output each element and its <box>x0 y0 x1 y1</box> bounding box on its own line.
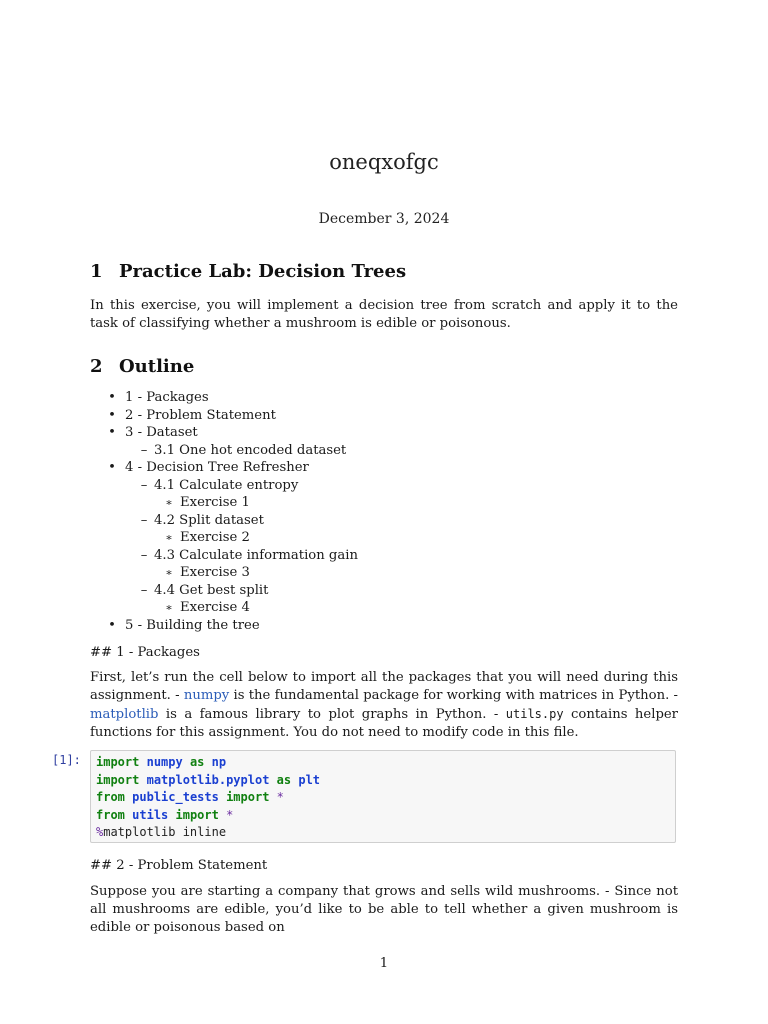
outline-item <box>90 407 678 425</box>
section-heading-1 <box>90 261 406 282</box>
keyword: as <box>276 772 292 787</box>
outline-item <box>90 389 678 407</box>
cell-execution-prompt: [1]: <box>52 753 81 767</box>
asterisk-marker: ∗ <box>165 531 173 544</box>
star-operator: * <box>226 807 234 822</box>
module-name: public_tests <box>132 790 219 804</box>
outline-item-text: 3.1 One hot encoded dataset <box>154 442 347 458</box>
bullet-marker: • <box>108 425 116 440</box>
outline-item <box>90 599 678 617</box>
text-run: is the fundamental package for working with matrices in Python. - <box>229 688 678 703</box>
outline-item-text: 4.4 Get best split <box>154 582 269 598</box>
matplotlib-link[interactable]: matplotlib <box>90 707 159 722</box>
outline-item <box>90 564 678 582</box>
outline-item-text: Exercise 3 <box>180 565 250 580</box>
magic-percent: % <box>96 825 104 839</box>
bullet-marker: • <box>108 617 116 633</box>
module-name: utils <box>132 807 169 822</box>
outline-list <box>90 389 678 634</box>
keyword: from <box>96 807 125 822</box>
star-operator: * <box>276 790 284 804</box>
outline-item-text: 4 - Decision Tree Refresher <box>125 460 309 475</box>
dash-marker: – <box>140 547 148 563</box>
module-alias: np <box>211 755 227 769</box>
section-heading-2 <box>90 356 194 377</box>
asterisk-marker: ∗ <box>165 566 173 579</box>
magic-command: matplotlib inline <box>103 825 227 839</box>
packages-paragraph <box>90 669 678 742</box>
outline-item-text: Exercise 4 <box>180 600 250 615</box>
asterisk-marker: ∗ <box>165 496 173 509</box>
section-title: Practice Lab: Decision Trees <box>119 261 407 282</box>
page-number: 1 <box>379 956 389 971</box>
outline-item <box>90 494 678 512</box>
bullet-marker: • <box>108 407 116 423</box>
bullet-marker: • <box>108 460 116 475</box>
outline-item-text: 3 - Dataset <box>125 425 198 440</box>
bullet-marker: • <box>108 390 116 405</box>
keyword: import <box>226 790 270 804</box>
outline-item-text: 4.1 Calculate entropy <box>154 477 299 493</box>
document-title: oneqxofgc <box>329 150 439 174</box>
intro-paragraph: In this exercise, you will implement a decision tree from scratch and apply it to the task of classifying whether a mushroom is edible or poisonous. <box>90 298 678 331</box>
code-content <box>96 754 320 842</box>
module-alias: plt <box>298 772 321 787</box>
module-name: numpy <box>146 755 183 769</box>
dash-marker: – <box>140 442 148 458</box>
outline-item <box>90 512 678 530</box>
module-name: matplotlib.pyplot <box>146 772 270 787</box>
outline-item <box>90 424 678 442</box>
text-run: contains helper functions for this assignment. You do not need to modify code in this file. <box>90 707 678 740</box>
outline-item-text: Exercise 1 <box>180 495 250 510</box>
keyword: import <box>96 755 140 769</box>
outline-item-text: 4.2 Split dataset <box>154 512 264 528</box>
keyword: import <box>175 807 219 822</box>
dash-marker: – <box>140 477 148 493</box>
outline-item <box>90 582 678 600</box>
outline-item <box>90 477 678 495</box>
problem-paragraph: Suppose you are starting a company that grows and sells wild mushrooms. - Since not all mushrooms are edible, you’d like to be able to tell whether a given mushroom is edible or poisonous based on <box>90 884 678 935</box>
text-run: is a famous library to plot graphs in Python. - <box>158 707 506 722</box>
section-number: 2 <box>90 356 103 377</box>
outline-item <box>90 529 678 547</box>
keyword: as <box>189 755 205 769</box>
dash-marker: – <box>140 582 148 598</box>
keyword: import <box>96 772 140 787</box>
utils-inline-code: utils.py <box>505 707 564 721</box>
code-cell[interactable] <box>90 750 676 843</box>
markdown-heading-problem: ## 2 - Problem Statement <box>90 858 268 873</box>
outline-item-text: 5 - Building the tree <box>125 617 260 633</box>
text-run: First, let’s run the cell below to import all the packages that you will need during this assignment. - <box>90 670 678 703</box>
keyword: from <box>96 790 125 804</box>
outline-item-text: 2 - Problem Statement <box>125 407 276 423</box>
outline-item-text: Exercise 2 <box>180 530 250 545</box>
section-title: Outline <box>119 356 195 377</box>
section-number: 1 <box>90 261 103 282</box>
outline-item <box>90 459 678 477</box>
dash-marker: – <box>140 512 148 528</box>
asterisk-marker: ∗ <box>165 601 173 614</box>
outline-item <box>90 617 678 635</box>
markdown-heading-packages: ## 1 - Packages <box>90 645 200 660</box>
outline-item-text: 4.3 Calculate information gain <box>154 547 358 563</box>
document-date: December 3, 2024 <box>318 211 450 227</box>
outline-item-text: 1 - Packages <box>125 390 209 405</box>
numpy-link[interactable]: numpy <box>183 688 230 703</box>
outline-item <box>90 547 678 565</box>
outline-item <box>90 442 678 460</box>
